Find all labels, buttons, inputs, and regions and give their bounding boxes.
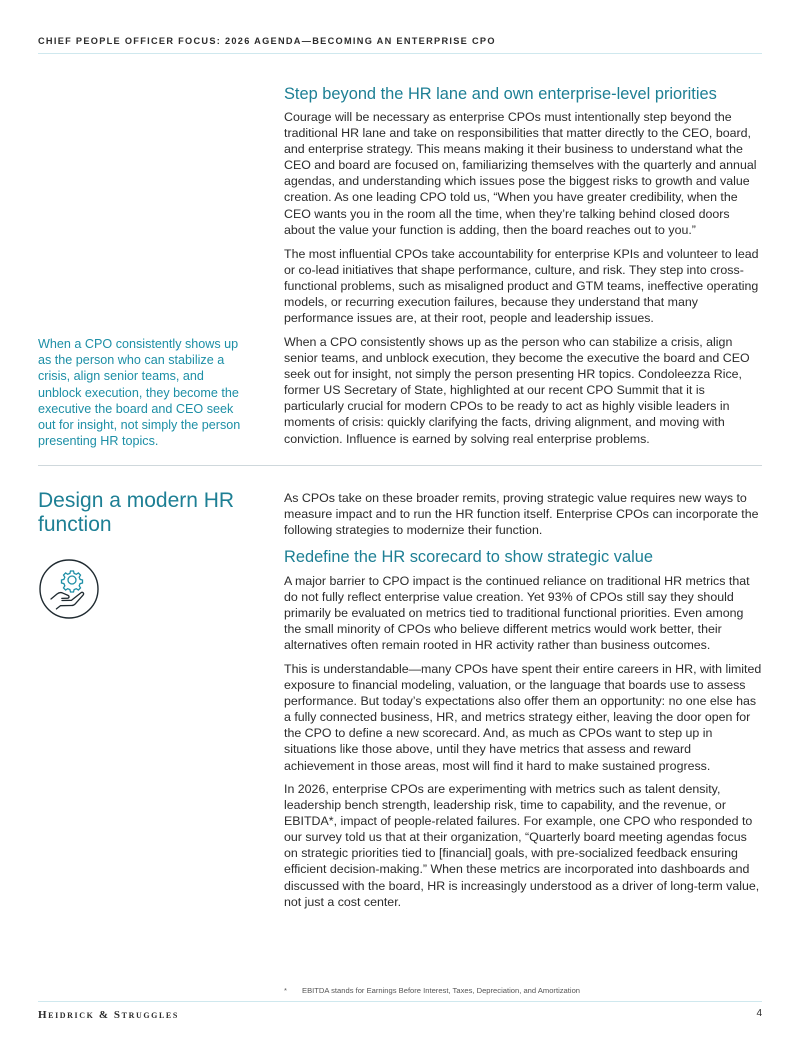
section2-heading: Redefine the HR scorecard to show strategic value bbox=[284, 548, 653, 566]
section1-paragraph-2: The most influential CPOs take accountability for enterprise KPIs and volunteer to lead or co-lead initiatives that shape performance, culture, and risk. They step into cross-functional problems, such as misaligned product and GTM teams, ineffective operating models, or recurring execution failures, because they understand that many performance issues are, at their root, people and leadership issues. bbox=[284, 247, 759, 326]
running-header: CHIEF PEOPLE OFFICER FOCUS: 2026 AGENDA—BECOMING AN ENTERPRISE CPO bbox=[38, 36, 496, 46]
section2-title: Design a modern HR function bbox=[38, 489, 235, 536]
section-divider bbox=[38, 465, 762, 466]
section1-heading: Step beyond the HR lane and own enterprise-level priorities bbox=[284, 85, 717, 103]
section2-paragraph-3: In 2026, enterprise CPOs are experimenting with metrics such as talent density, leadership bench strength, leadership risk, time to capability, and the revenue, or EBITDA*, impact of people-related failures. For example, one CPO who responded to our survey told us that at their organization, “Quarterly board meeting agendas focus on strategic priorities tied to [financial] goals, with pre-socialized feedback ensuring efficient decision-making.” When these metrics are incorporated into dashboards and discussed with the board, HR is increasingly understood as a driver of long-term value, not just a cost center. bbox=[284, 782, 760, 909]
section2-intro: As CPOs take on these broader remits, proving strategic value requires new ways to measure impact and to run the HR function itself. Enterprise CPOs can incorporate the following strategies to modernize their function. bbox=[284, 491, 759, 538]
section2-paragraph-2: This is understandable—many CPOs have spent their entire careers in HR, with limited exposure to financial modeling, valuation, or the language that boards use to assess performance. But today’s expectations also offer them an opportunity: no one else has a fully connected business, HR, and metrics strategy either, leaving the door open for the CPO to define a new scorecard. And, as much as CPOs want to step up in situations like those above, until they have metrics that assess and reward achievement in those areas, most will find it hard to make sustained progress. bbox=[284, 662, 762, 773]
page-number: 4 bbox=[756, 1008, 762, 1019]
footnote-text: EBITDA stands for Earnings Before Interest, Taxes, Depreciation, and Amortization bbox=[302, 986, 581, 995]
brand-wordmark: Heidrick & Struggles bbox=[38, 1009, 179, 1021]
footnote bbox=[284, 986, 762, 995]
pull-quote: When a CPO consistently shows up as the person who can stabilize a crisis, align senior teams, and unblock execution, they become the executive the board and CEO seek out for insight, not simply the person presenting HR topics. bbox=[38, 337, 241, 449]
hand-with-gear-icon bbox=[38, 558, 100, 620]
footnote-mark: * bbox=[284, 986, 287, 995]
section1-paragraph-1: Courage will be necessary as enterprise CPOs must intentionally step beyond the traditional HR lane and take on responsibilities that matter directly to the CEO, board, and enterprise strategy. This means making it their business to understand what the CEO and board are focused on, familiarizing themselves with the quarterly and annual agendas, and understanding which issues pose the biggest risks to growth and value creation. As one leading CPO told us, “When you have greater credibility, when the CEO wants you in the room all the time, when they’re talking behind closed doors about the value your function is adding, then the board reaches out to you.” bbox=[284, 110, 757, 237]
section2-paragraph-1: A major barrier to CPO impact is the continued reliance on traditional HR metrics that do not fully reflect enterprise value creation. Yet 93% of CPOs still say they should primarily be evaluated on metrics tied to traditional functional priorities. Even among the small minority of CPOs who believe different metrics would work better, their alternatives often remain rooted in HR activity rather than business outcomes. bbox=[284, 574, 750, 653]
header-divider bbox=[38, 53, 762, 54]
footer-divider bbox=[38, 1001, 762, 1002]
section1-paragraph-3: When a CPO consistently shows up as the person who can stabilize a crisis, align senior teams, and unblock execution, they become the executive the board and CEO seek out for insight, not simply the person presenting HR topics. Condoleezza Rice, former US Secretary of State, highlighted at our recent CPO Summit that it is particularly crucial for modern CPOs to be ready to act as highly visible leaders in moments of crisis: quickly clarifying the facts, driving alignment, and moving with conviction. Influence is earned by solving real enterprise problems. bbox=[284, 335, 750, 446]
